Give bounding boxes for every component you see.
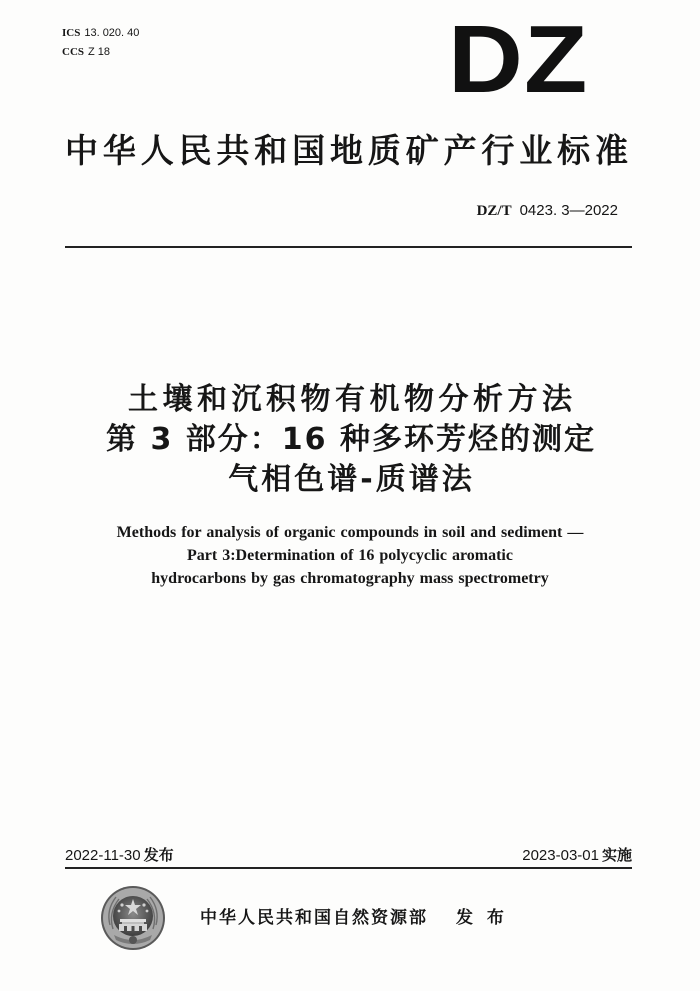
title-zh-line-2: 第 3 部分：16 种多环芳烃的测定 <box>106 422 596 457</box>
national-emblem-icon <box>100 885 166 951</box>
title-en-line-3: hydrocarbons by gas chromatography mass spectrometry <box>151 570 549 587</box>
dz-logo: DZ <box>448 6 589 113</box>
issuer-name: 中华人民共和国自然资源部 <box>200 908 428 928</box>
standard-category: 中华人民共和国地质矿产行业标准 <box>65 131 632 170</box>
issue-date <box>65 846 174 865</box>
title-english <box>0 521 700 590</box>
ics-value: 13. 020. 40 <box>84 27 140 39</box>
ccs-line <box>62 45 110 59</box>
bottom-divider <box>65 867 632 869</box>
standard-code <box>477 200 618 221</box>
ccs-label: CCS <box>62 46 85 58</box>
implement-date-value: 2023-03-01 <box>522 847 599 864</box>
title-en-line-2: Part 3:Determination of 16 polycyclic aromatic <box>187 547 513 564</box>
implement-date <box>522 846 632 865</box>
standard-code-prefix: DZ/T <box>476 203 512 219</box>
ics-line <box>62 26 139 40</box>
standard-code-number: 0423. 3—2022 <box>519 202 618 219</box>
title-en-line-1: Methods for analysis of organic compounds in soil and sediment — <box>116 524 584 541</box>
issue-date-value: 2022-11-30 <box>65 847 141 864</box>
top-divider <box>65 246 632 248</box>
ics-label: ICS <box>62 27 81 39</box>
implement-date-label: 实施 <box>601 846 632 864</box>
title-zh-line-1: 土壤和沉积物有机物分析方法 <box>128 382 577 417</box>
issue-date-label: 发布 <box>143 846 174 864</box>
issuer-action: 发 布 <box>456 908 508 928</box>
title-zh-line-3: 气相色谱-质谱法 <box>228 462 475 497</box>
ccs-value: Z 18 <box>88 46 111 58</box>
title-chinese <box>0 380 700 500</box>
